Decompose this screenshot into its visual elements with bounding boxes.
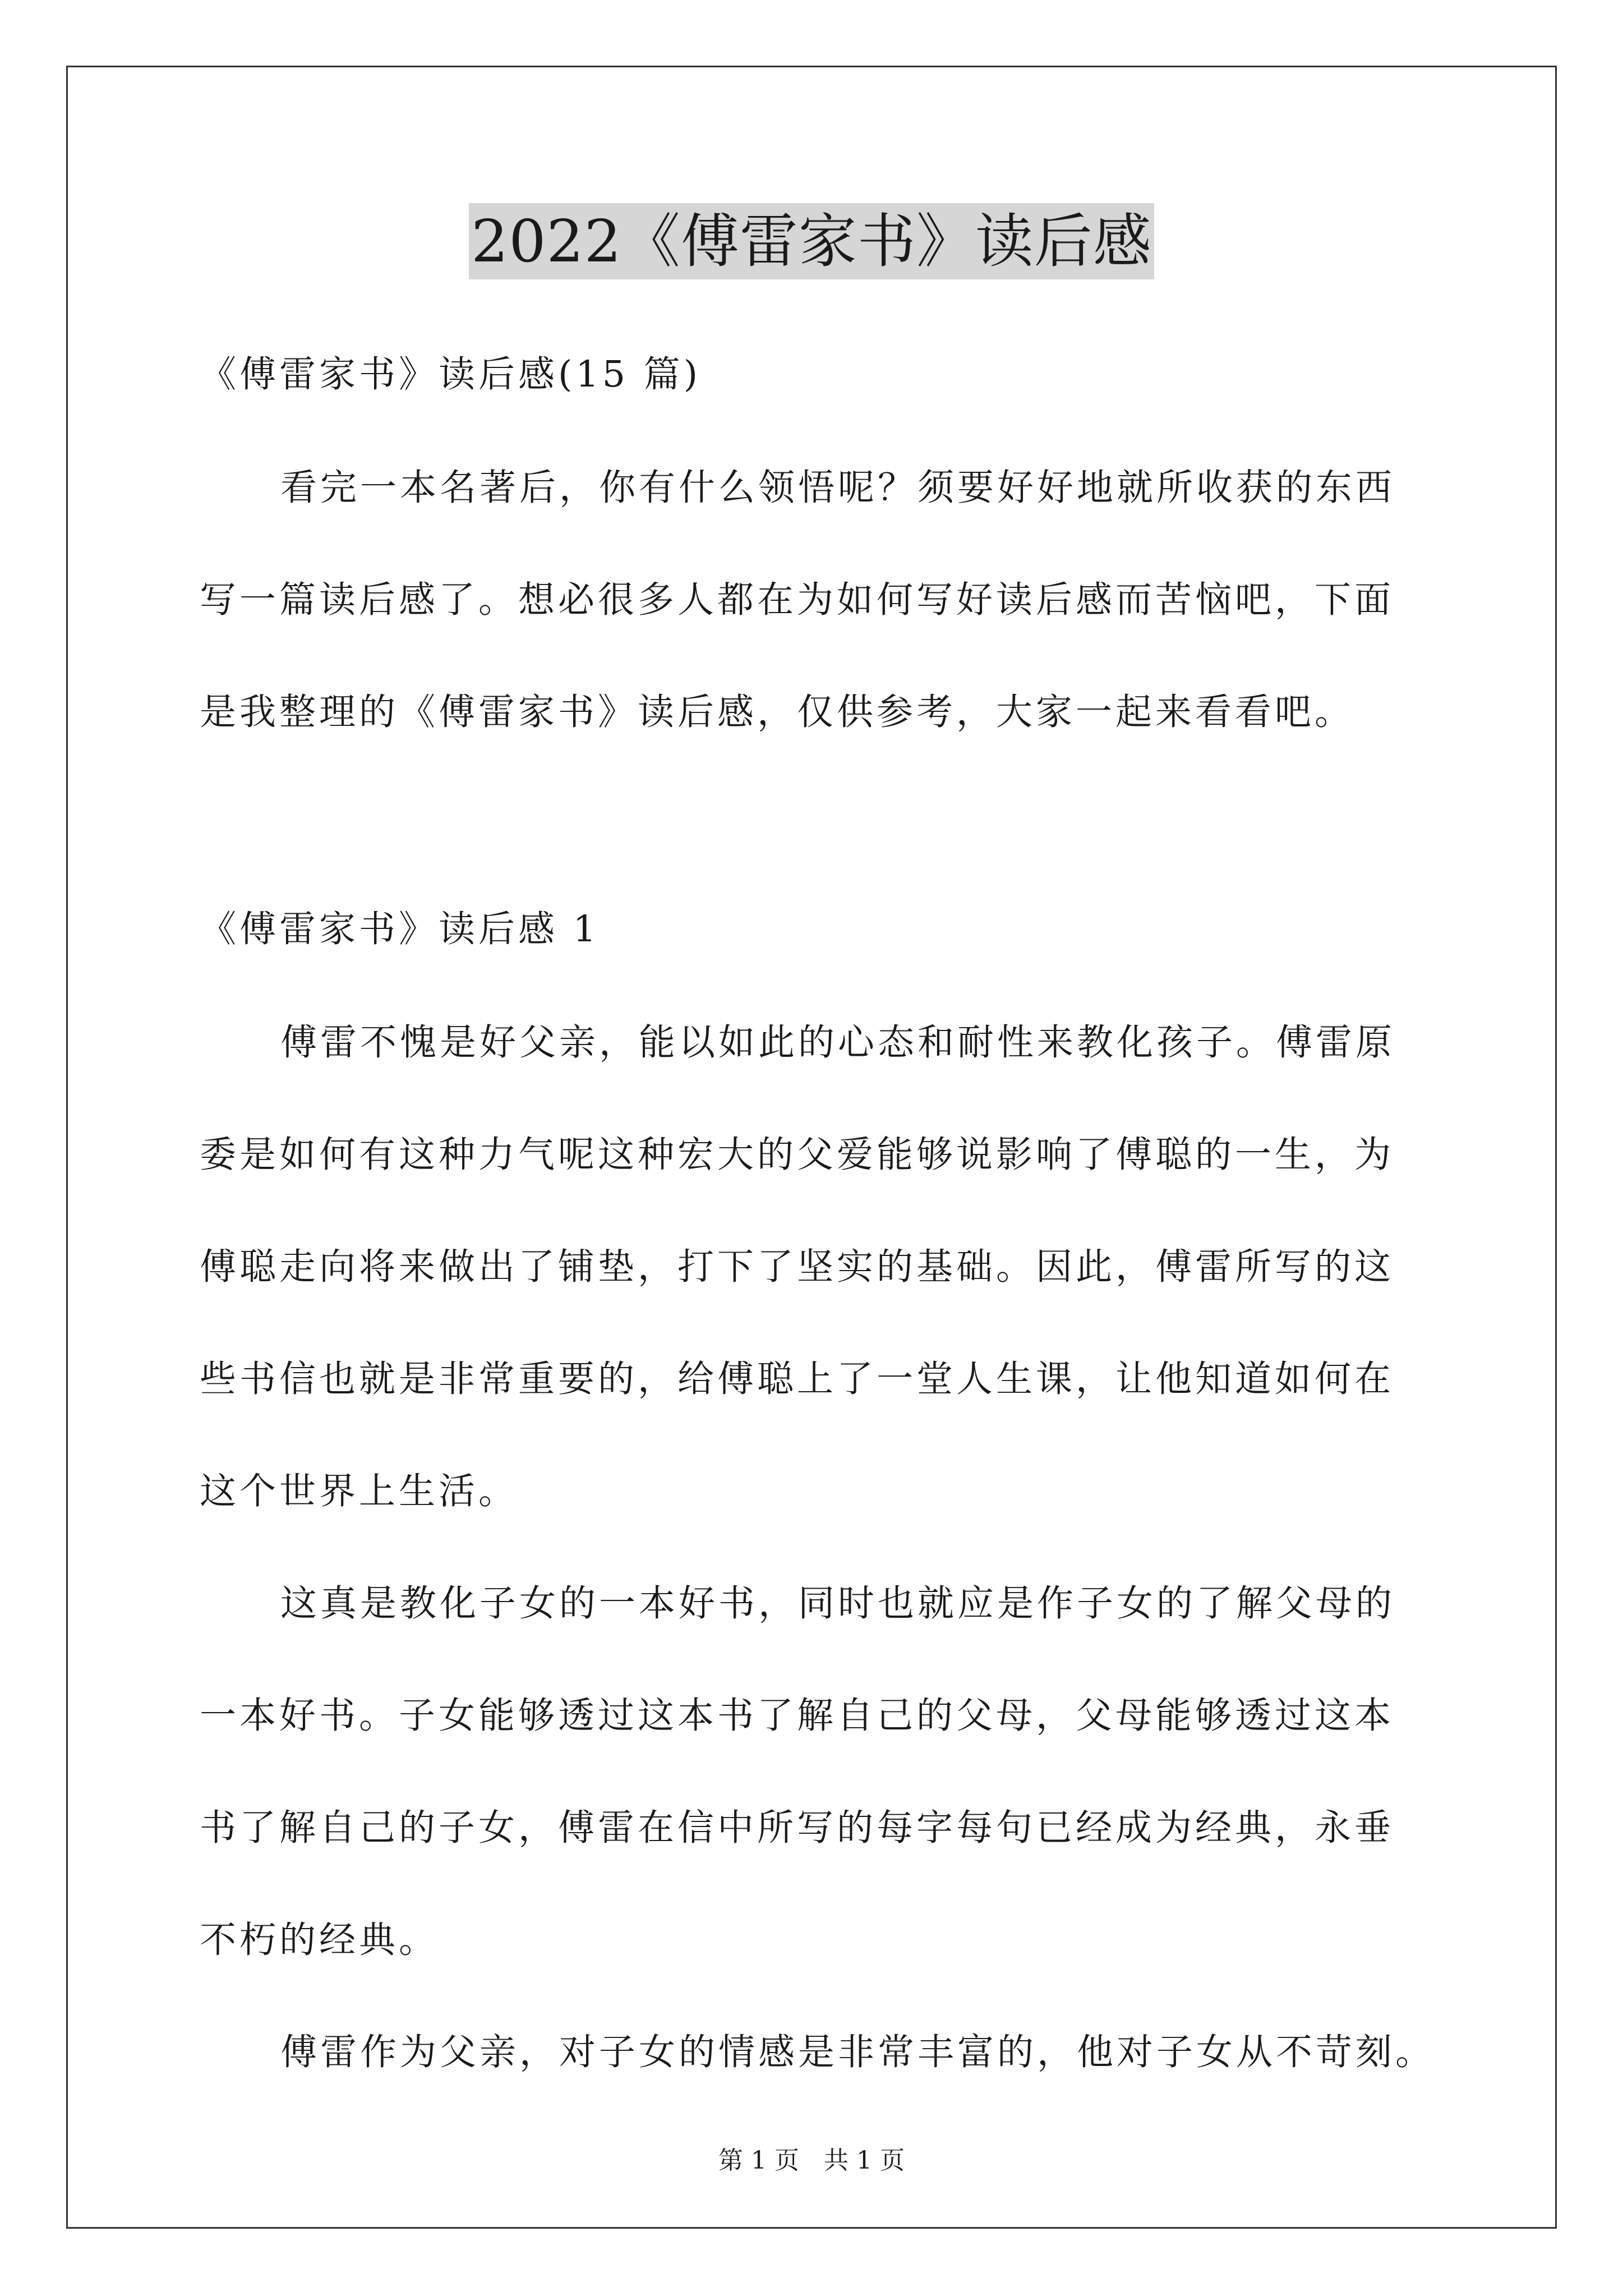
title-container [0,203,1623,279]
para1-line-2: 委是如何有这种力气呢这种宏大的父爱能够说影响了傅聪的一生，为 [200,1134,1395,1176]
intro-line-1: 看完一本名著后，你有什么领悟呢？须要好好地就所收获的东西 [280,467,1396,509]
para2-line-3: 书了解自己的子女，傅雷在信中所写的每字每句已经成为经典，永垂 [200,1807,1395,1849]
intro-line-2: 写一篇读后感了。想必很多人都在为如何写好读后感而苦恼吧，下面 [200,579,1395,621]
section-heading: 《傅雷家书》读后感 1 [200,908,600,950]
para2-line-2: 一本好书。子女能够透过这本书了解自己的父母，父母能够透过这本 [200,1695,1395,1737]
page-footer: 第 1 页 共 1 页 [718,2146,905,2175]
intro-line-3: 是我整理的《傅雷家书》读后感，仅供参考，大家一起来看看吧。 [200,691,1355,733]
document-subtitle: 《傅雷家书》读后感(15 篇) [200,353,702,395]
para1-line-4: 些书信也就是非常重要的，给傅聪上了一堂人生课，让他知道如何在 [200,1358,1395,1400]
document-title: 2022《傅雷家书》读后感 [469,203,1154,279]
para2-line-4: 不朽的经典。 [200,1919,439,1961]
para2-line-1: 这真是教化子女的一本好书，同时也就应是作子女的了解父母的 [280,1582,1396,1625]
para1-line-3: 傅聪走向将来做出了铺垫，打下了坚实的基础。因此，傅雷所写的这 [200,1246,1395,1288]
para3-line-1: 傅雷作为父亲，对子女的情感是非常丰富的，他对子女从不苛刻。 [280,2031,1436,2073]
para1-line-5: 这个世界上生活。 [200,1470,519,1512]
para1-line-1: 傅雷不愧是好父亲，能以如此的心态和耐性来教化孩子。傅雷原 [280,1022,1396,1064]
